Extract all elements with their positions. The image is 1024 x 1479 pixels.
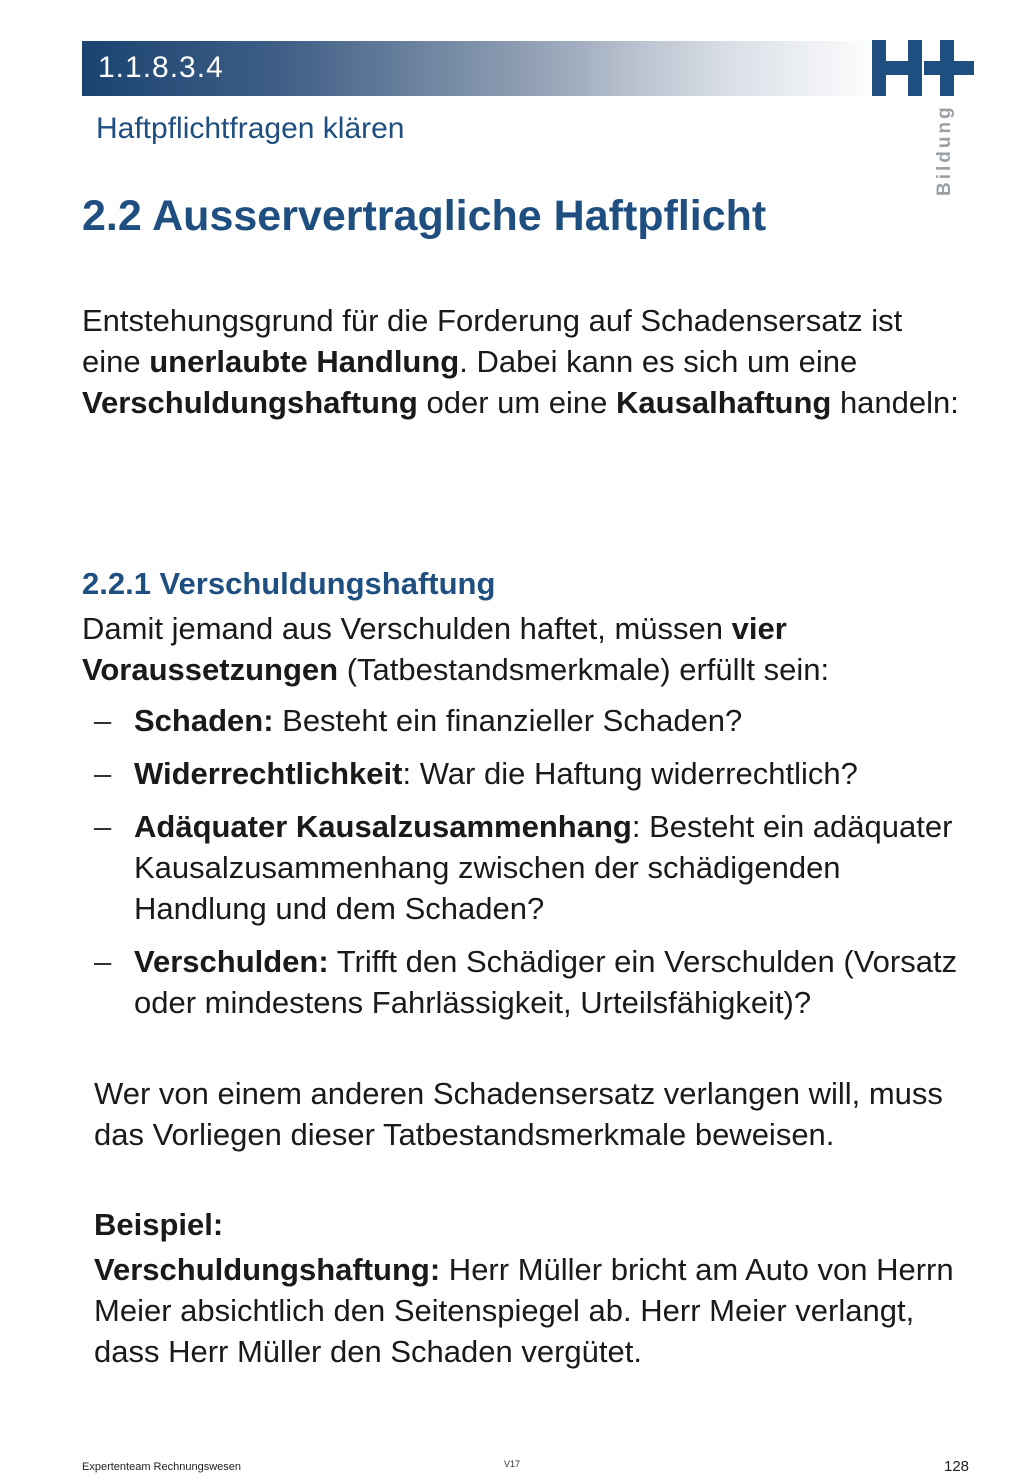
term-vier-voraussetzungen: vier Voraussetzungen [82, 611, 787, 687]
header-bar [82, 41, 882, 96]
logo-subtext: Bildung [934, 104, 955, 196]
subtitle: Haftpflichtfragen klären [96, 112, 405, 145]
list-item [82, 700, 962, 741]
term-kausalhaftung: Kausalhaftung [616, 385, 832, 420]
section-heading: 2.2.1 Verschuldungshaftung [82, 566, 496, 601]
dash-bullet-icon: – [94, 809, 112, 844]
dash-bullet-icon: – [94, 944, 112, 979]
h-plus-logo-icon [872, 40, 974, 96]
list-item [82, 941, 962, 1023]
example-label: Beispiel: [94, 1207, 224, 1242]
item-term: Adäquater Kausalzusammenhang [134, 809, 632, 844]
requirements-list [82, 700, 962, 1035]
dash-bullet-icon: – [94, 756, 112, 791]
term-verschuldungshaftung: Verschuldungshaftung [82, 385, 418, 420]
intro-paragraph: Entstehungsgrund für die Forderung auf Schadensersatz ist eine unerlaubte Handlung. Dabei kann es sich um eine Verschuldungshaftung oder um eine Kausalhaftung handeln: [82, 303, 959, 420]
section-intro: Damit jemand aus Verschulden haftet, müssen vier Voraussetzungen (Tatbestandsmerkmale) erfüllt sein: [82, 611, 830, 687]
section-number: 1.1.8.3.4 [98, 51, 224, 84]
example-term: Verschuldungshaftung: [94, 1252, 441, 1287]
item-term: Widerrechtlichkeit [134, 756, 403, 791]
outro-paragraph: Wer von einem anderen Schadensersatz verlangen will, muss das Vorliegen dieser Tatbestandsmerkmale beweisen. [94, 1076, 943, 1152]
term-unerlaubte-handlung: unerlaubte Handlung [149, 344, 460, 379]
item-term: Verschulden: [134, 944, 329, 979]
example-body: Herr Müller bricht am Auto von Herrn Meier absichtlich den Seitenspiegel ab. Herr Meier verlangt, dass Herr Müller den Schaden vergütet. [94, 1252, 954, 1369]
item-term: Schaden: [134, 703, 274, 738]
list-item [82, 806, 962, 929]
footer-version: V17 [504, 1459, 521, 1469]
item-text: : Besteht ein adäquater Kausalzusammenhang zwischen der schädigenden Handlung und dem Schaden? [134, 809, 953, 926]
list-item [82, 753, 962, 794]
footer-team: Expertenteam Rechnungswesen [82, 1461, 241, 1473]
item-text: : War die Haftung widerrechtlich? [402, 756, 858, 791]
page-title: 2.2 Ausservertragliche Haftpflicht [82, 192, 767, 240]
item-text: Trifft den Schädiger ein Verschulden (Vorsatz oder mindestens Fahrlässigkeit, Urteilsfähigkeit)? [134, 944, 958, 1020]
example-paragraph [94, 1249, 964, 1372]
item-text: Besteht ein finanzieller Schaden? [273, 703, 743, 738]
dash-bullet-icon: – [94, 703, 112, 738]
page-number: 128 [944, 1458, 970, 1475]
